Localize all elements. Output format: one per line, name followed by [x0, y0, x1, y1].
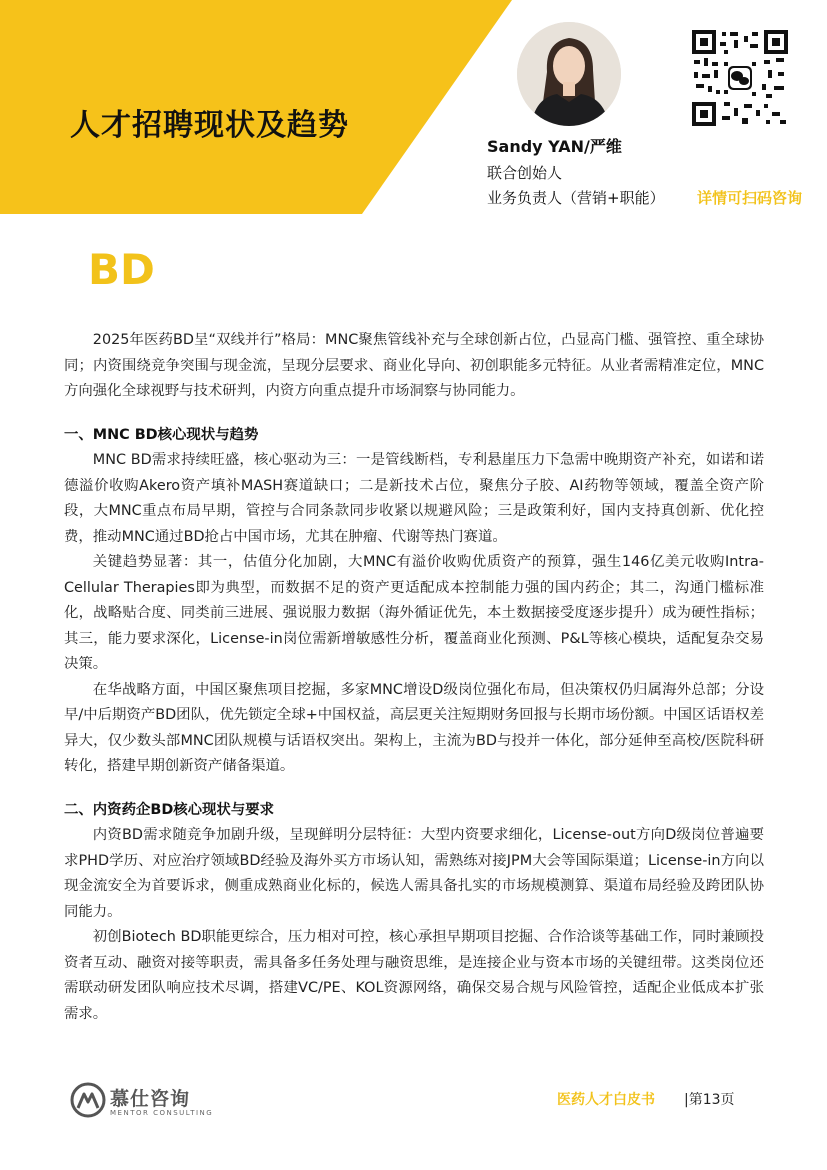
- page-title: 人才招聘现状及趋势: [70, 108, 349, 143]
- mnc-paragraph-3: 在华战略方面，中国区聚焦项目挖掘，多家MNC增设D级岗位强化布局，但决策权仍归属海外总部；分设早/中后期资产BD团队，优先锁定全球+中国权益，高层更关注短期财务回报与长期市场份额。中国区话语权差异大，仅少数头部MNC团队规模与话语权突出。架构上，主流为BD与投并一体化，部分延伸至高校/医院科研转化，搭建早期创新资产储备渠道。: [64, 681, 764, 774]
- wechat-qr-card[interactable]: [690, 28, 808, 178]
- domestic-paragraph-1: 内资BD需求随竞争加剧升级，呈现鲜明分层特征：大型内资要求细化，License-out方向D级岗位普遍要求PHD学历、对应治疗领域BD经验及海外买方市场认知，需熟练对接JPM大会等国际渠道；License-in方向以现金流安全为首要诉求，侧重成熟商业化标的，候选人需具备扎实的市场规模测算、渠道布局经验及跨团队协同能力。: [64, 827, 764, 920]
- person-name: Sandy YAN/严维: [487, 137, 622, 156]
- header-banner: [0, 0, 827, 214]
- article-body: [64, 328, 764, 1027]
- intro-paragraph: 2025年医药BD呈“双线并行”格局：MNC聚焦管线补充与全球创新占位，凸显高门槛、强管控、重全球协同；内资围绕竞争突围与现金流，呈现分层要求、商业化导向、初创职能多元特征。从业者需精准定位，MNC方向强化全球视野与技术研判，内资方向重点提升市场洞察与协同能力。: [64, 332, 764, 399]
- section-title: BD: [88, 245, 155, 294]
- person-role-title: 联合创始人: [487, 164, 563, 182]
- company-logo: [70, 1082, 220, 1122]
- domestic-section-heading: 二、内资药企BD核心现状与要求: [64, 801, 274, 818]
- avatar: [517, 22, 621, 126]
- page-number: |第13页: [684, 1092, 735, 1108]
- person-role-business: 业务负责人（营销+职能）: [487, 189, 665, 207]
- mnc-section-heading: 一、MNC BD核心现状与趋势: [64, 426, 259, 443]
- logo-chinese-name: 慕仕咨询: [110, 1088, 191, 1110]
- domestic-paragraph-2: 初创Biotech BD职能更综合，压力相对可控，核心承担早期项目挖掘、合作洽谈等基础工作，同时兼顾投资者互动、融资对接等职责，需具备多任务处理与融资思维，是连接企业与资本市场的关键纽带。这类岗位还需联动研发团队响应技术尽调，搭建VC/PE、KOL资源网络，确保交易合规与风险管控，适配企业低成本扩张需求。: [64, 929, 764, 1022]
- footer-book-title: 医药人才白皮书: [557, 1092, 655, 1108]
- mnc-paragraph-2: 关键趋势显著：其一，估值分化加剧，大MNC有溢价收购优质资产的预算，强生146亿美元收购Intra-Cellular Therapies即为典型，而数据不足的资产更适配成本控制能力强的国内药企；其二，沟通门槛标准化，战略贴合度、同类前三进展、强说服力数据（海外循证优先，本土数据接受度逐步提升）成为硬性指标；其三，能力要求深化，License-in岗位需新增敏感性分析，覆盖商业化预测、P&L等核心模块，适配复杂交易决策。: [64, 554, 764, 672]
- mnc-paragraph-1: MNC BD需求持续旺盛，核心驱动为三：一是管线断档，专利悬崖压力下急需中晚期资产补充，如诺和诺德溢价收购Akero资产填补MASH赛道缺口；二是新技术占位，聚焦分子胶、AI药物等领域，覆盖全资产阶段，大MNC重点布局早期，管控与合同条款同步收紧以规避风险；三是政策利好，国内支持真创新、优化控费，推动MNC通过BD抢占中国市场，尤其在肿瘤、代谢等热门赛道。: [64, 452, 764, 545]
- person-photo-icon: [517, 22, 621, 126]
- qr-code-icon: [690, 28, 790, 128]
- mentor-logo-icon: [70, 1082, 106, 1118]
- scan-hint: 详情可扫码咨询: [697, 189, 803, 207]
- logo-english-name: MENTOR CONSULTING: [110, 1109, 214, 1117]
